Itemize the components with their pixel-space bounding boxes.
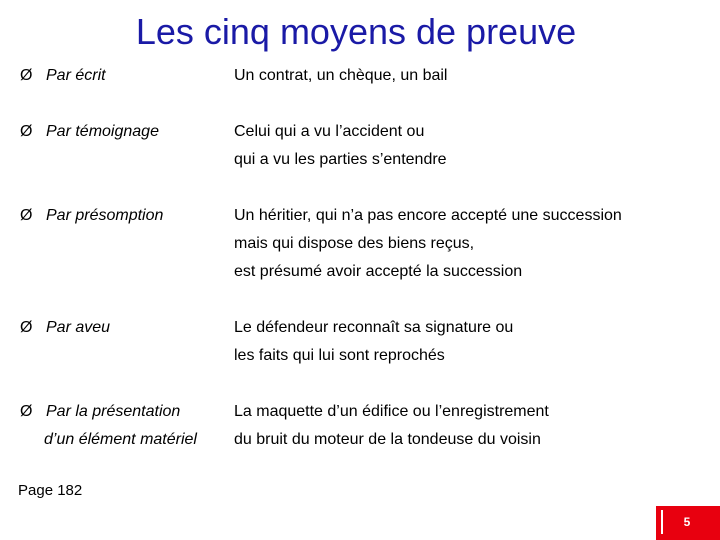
item-description-line: mais qui dispose des biens reçus, [234, 235, 475, 252]
item-label: Par aveu [46, 319, 111, 336]
item-description-line: La maquette d’un édifice ou l’enregistrement [234, 403, 549, 420]
item-description-line: les faits qui lui sont reprochés [234, 347, 445, 364]
page-reference: Page 182 [18, 482, 83, 499]
item-label: Par la présentation [46, 403, 181, 420]
slide-number: 5 [661, 510, 711, 534]
arrow-bullet-icon: Ø [20, 319, 33, 336]
arrow-bullet-icon: Ø [20, 67, 33, 84]
item-label-continuation: d’un élément matériel [44, 431, 197, 448]
item-description-line: Celui qui a vu l’accident ou [234, 123, 425, 140]
item-label: Par présomption [46, 207, 164, 224]
slide-title: Les cinq moyens de preuve [135, 11, 577, 52]
arrow-bullet-icon: Ø [20, 403, 33, 420]
item-description-line: qui a vu les parties s’entendre [234, 151, 447, 168]
item-description-line: du bruit du moteur de la tondeuse du voisin [234, 431, 541, 448]
item-description-line: Un héritier, qui n’a pas encore accepté une succession [234, 207, 622, 224]
arrow-bullet-icon: Ø [20, 207, 33, 224]
item-description-line: Le défendeur reconnaît sa signature ou [234, 319, 514, 336]
item-label: Par témoignage [46, 123, 159, 140]
item-label: Par écrit [46, 67, 106, 84]
item-description-line: est présumé avoir accepté la succession [234, 263, 523, 280]
arrow-bullet-icon: Ø [20, 123, 33, 140]
item-description-line: Un contrat, un chèque, un bail [234, 67, 448, 84]
